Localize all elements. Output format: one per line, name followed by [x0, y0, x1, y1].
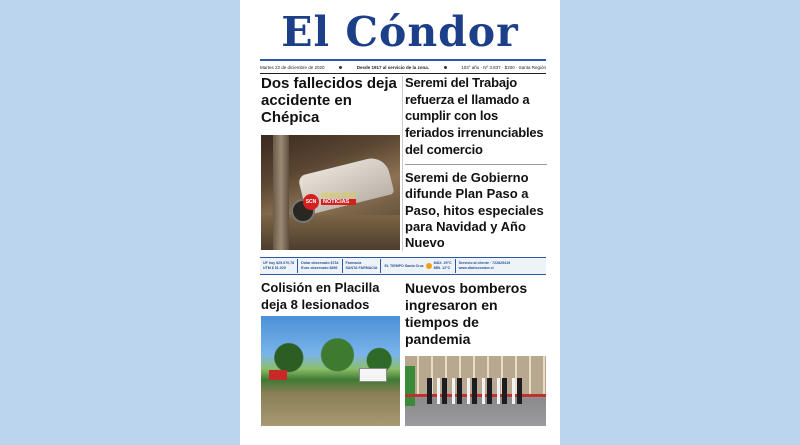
uf-value: UF hoy $29.070,78 [263, 261, 295, 266]
contact-info [456, 259, 514, 273]
indicators-uf-utm [260, 259, 298, 273]
newspaper-front-page [240, 0, 560, 445]
headline-placilla[interactable]: Colisión en Placilla deja 8 lesionados [261, 280, 380, 312]
photo-ambulance [359, 368, 387, 382]
placilla-photo[interactable] [261, 316, 400, 426]
dateline-rule [260, 73, 546, 74]
accident-photo[interactable] [261, 135, 400, 250]
temp-min: MÍN. 12°C [433, 266, 451, 270]
indicators-currency [298, 259, 342, 273]
headline-chepica[interactable]: Dos fallecidos deja accidente en Chépica [261, 75, 397, 127]
website-link[interactable]: www.diariocondor.cl [458, 266, 494, 270]
temp-max: MÁX. 29°C [433, 261, 452, 266]
scn-logo: SCN [303, 194, 319, 210]
scn-watermark [321, 193, 356, 205]
farmacia-turno [343, 259, 382, 273]
headline-seremi-trabajo[interactable]: Seremi del Trabajo refuerza el llamado a cumplir con los feriados irrenunciables del comercio [405, 75, 544, 157]
weather-label: EL TIEMPO Santa Cruz [384, 263, 424, 268]
bomberos-photo[interactable] [405, 356, 546, 426]
column-divider [402, 76, 403, 251]
utm-value: UTM $ 51.029 [263, 266, 286, 270]
weather-temps [434, 261, 452, 271]
weather [381, 259, 455, 273]
since-tagline: Desde 1917 al servicio de la zona. [356, 64, 430, 70]
scn-watermark-line2: NOTICIAS [321, 199, 356, 205]
photo-firetruck [269, 370, 287, 380]
farmacia-label: Farmacia [345, 261, 362, 266]
story-divider [405, 164, 547, 165]
bullet-icon [339, 66, 342, 69]
dolar-value: Dólar observado $734 [301, 261, 339, 266]
bullet-icon [444, 66, 447, 69]
euro-value: Euro observado $896 [301, 266, 338, 270]
photo-tree [273, 135, 289, 250]
info-bar [260, 257, 546, 275]
masthead-title: El Cóndor [281, 8, 519, 56]
farmacia-value: SANTA FARMACIA [345, 266, 378, 270]
headline-bomberos[interactable]: Nuevos bomberos ingresaron en tiempos de pandemia [405, 280, 528, 348]
photo-firefighters [427, 378, 527, 404]
dateline [260, 62, 546, 72]
masthead-rule [260, 59, 546, 61]
photo-green-wall [405, 366, 415, 406]
phone-number: Servicio al cliente · 722825419 [458, 261, 511, 266]
date: Martes 22 de diciembre de 2020 [260, 64, 325, 70]
edition-info: 103° año · Nº 3.837 · $200 · Santa Región [461, 64, 546, 70]
headline-seremi-gobierno[interactable]: Seremi de Gobierno difunde Plan Paso a Paso, hitos especiales para Navidad y Año Nuevo [405, 170, 544, 250]
sun-icon [426, 263, 432, 269]
scn-watermark-line1: SANTA CRUZ [321, 193, 357, 199]
